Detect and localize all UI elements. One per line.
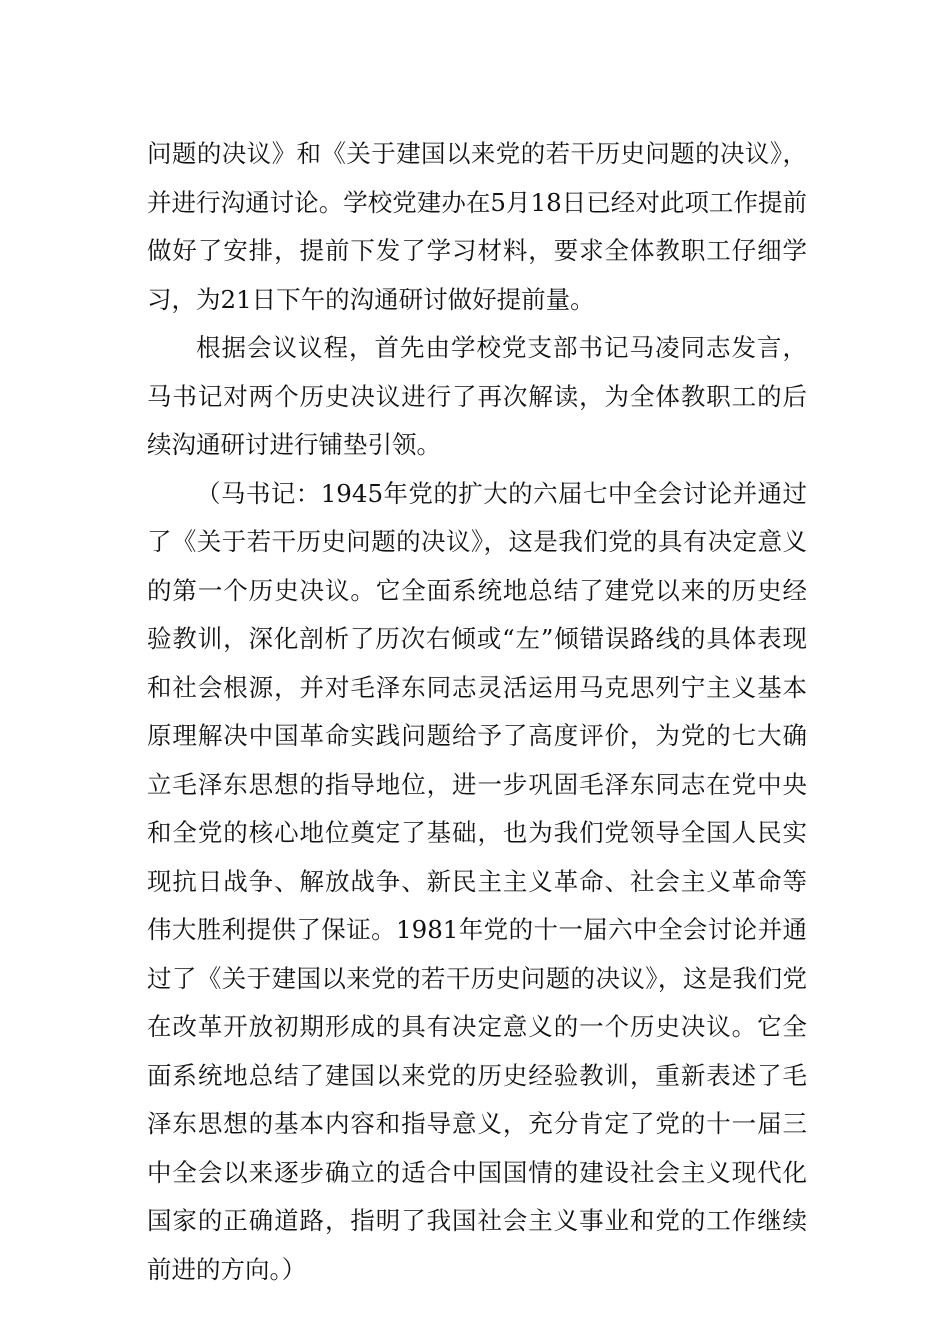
paragraph-continuation: 问题的决议》和《关于建国以来党的若干历史问题的决议》，并进行沟通讨论。学校党建办在5月18日已经对此项工作提前做好了安排，提前下发了学习材料，要求全体教职工仔细学习，为21日下午的沟通研讨做好提前量。 bbox=[147, 139, 807, 314]
document-body bbox=[147, 130, 807, 1294]
paragraph-secretary-speech: （马书记：1945年党的扩大的六届七中全会讨论并通过了《关于若干历史问题的决议》，这是我们党的具有决定意义的第一个历史决议。它全面系统地总结了建党以来的历史经验教训，深化剖析了历次右倾或“左”倾错误路线的具体表现和社会根源，并对毛泽东同志灵活运用马克思列宁主义基本原理解决中国革命实践问题给予了高度评价，为党的七大确立毛泽东思想的指导地位，进一步巩固毛泽东同志在党中央和全党的核心地位奠定了基础，也为我们党领导全国人民实现抗日战争、解放战争、新民主主义革命、社会主义革命等伟大胜利提供了保证。1981年党的十一届六中全会讨论并通过了《关于建国以来党的若干历史问题的决议》，这是我们党在改革开放初期形成的具有决定意义的一个历史决议。它全面系统地总结了建国以来党的历史经验教训，重新表述了毛泽东思想的基本内容和指导意义，充分肯定了党的十一届三中全会以来逐步确立的适合中国国情的建设社会主义现代化国家的正确道路，指明了我国社会主义事业和党的工作继续前进的方向。） bbox=[147, 478, 807, 1284]
paragraph-meeting-agenda: 根据会议议程，首先由学校党支部书记马凌同志发言，马书记对两个历史决议进行了再次解读，为全体教职工的后续沟通研讨进行铺垫引领。 bbox=[147, 333, 807, 459]
